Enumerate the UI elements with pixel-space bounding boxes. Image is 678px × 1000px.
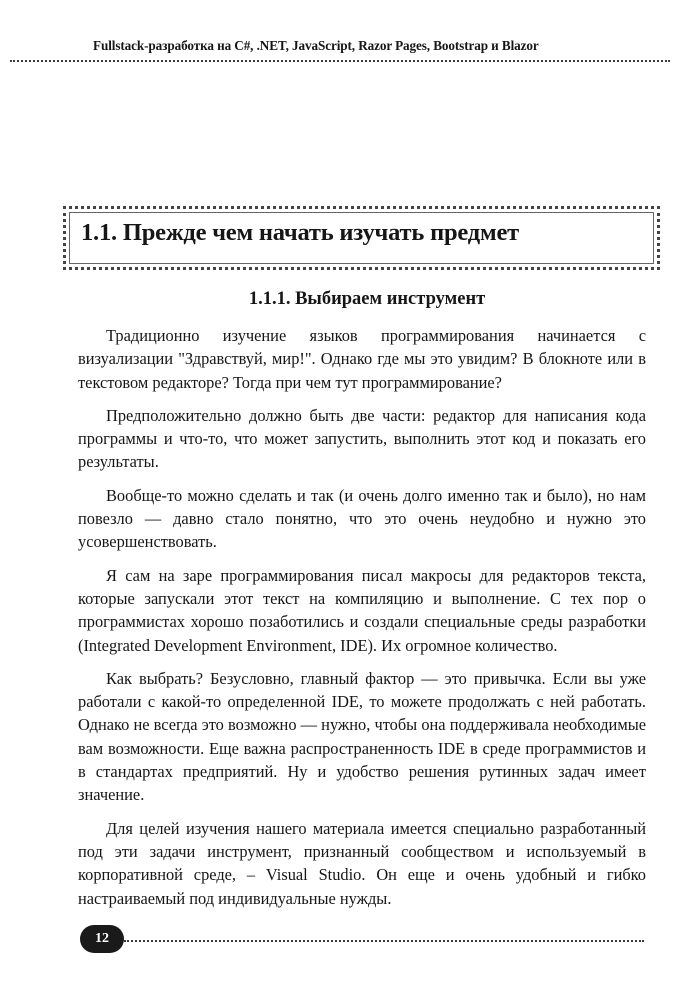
- paragraph: Вообще-то можно сделать и так (и очень долго именно так и было), но нам повезло — давно стало понятно, что это очень неудобно и нужно это усовершенствовать.: [78, 485, 646, 552]
- running-header: Fullstack-разработка на C#, .NET, JavaScript, Razor Pages, Bootstrap и Blazor: [93, 38, 539, 53]
- footer-divider: [124, 940, 644, 942]
- header-divider: [10, 60, 670, 62]
- paragraph: Я сам на заре программирования писал макросы для редакторов текста, которые запускали этот текст на компиляцию и выполнение. С тех пор о программистах хорошо позаботились и создали специальные среды разработки (Integrated Development Environment, IDE). Их огромное количество.: [78, 565, 646, 655]
- paragraph: Для целей изучения нашего материала имеется специально разработанный под эти задачи инструмент, признанный сообществом и используемый в корпоративной среде, – Visual Studio. Он еще и очень удобный и гибко настраиваемый под индивидуальные нужды.: [78, 818, 646, 908]
- paragraph: Традиционно изучение языков программирования начинается с визуализации "Здравствуй, мир!". Однако где мы это увидим? В блокноте или в текстовом редакторе? Тогда при чем тут программирование?: [78, 326, 646, 392]
- paragraph: Предположительно должно быть две части: редактор для написания кода программы и что-то, что может запустить, выполнить этот код и показать его результаты.: [78, 405, 646, 472]
- section-title: 1.1.1. Выбираем инструмент: [248, 289, 486, 309]
- page-number: 12: [80, 925, 124, 953]
- paragraph: Как выбрать? Безусловно, главный фактор — это привычка. Если вы уже работали с какой-то определенной IDE, то можете продолжать с ней работать. Однако не всегда это возможно — нужно, чтобы она поддерживала необходимые вам возможности. Еще важна распространенность IDE в среде программистов и в стандартах предприятий. Ну и удобство решения рутинных задач имеет значение.: [78, 668, 646, 805]
- chapter-title: 1.1. Прежде чем начать изучать предмет: [81, 219, 519, 246]
- body-text: [78, 324, 646, 920]
